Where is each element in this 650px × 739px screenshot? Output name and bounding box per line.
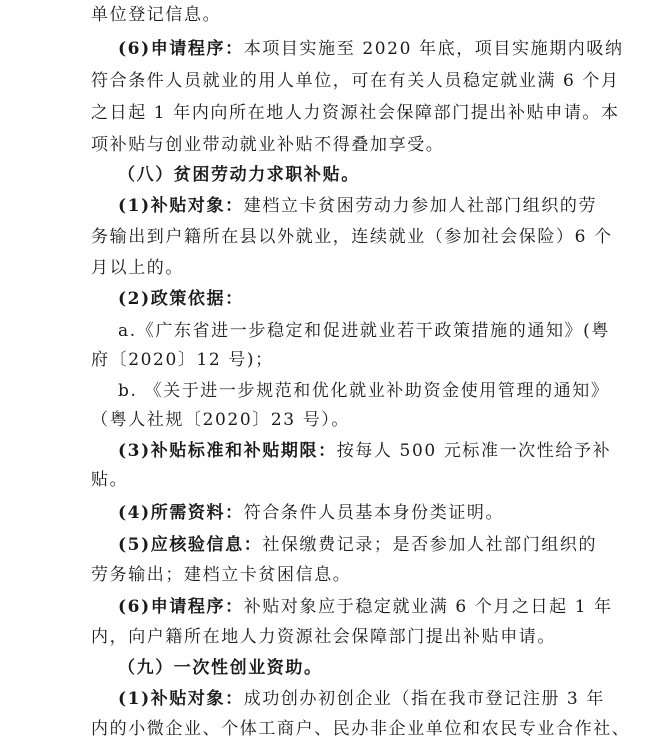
body-text: 项补贴与创业带动就业补贴不得叠加享受。: [91, 135, 445, 155]
item-label: (3)补贴标准和补贴期限：: [118, 441, 337, 461]
paragraph-line: [118, 39, 624, 59]
paragraph-line: [91, 258, 184, 278]
paragraph-line: [91, 227, 613, 247]
section-heading: [118, 658, 323, 678]
section-heading: [118, 165, 360, 185]
section-heading-text: （九）一次性创业资助。: [118, 658, 323, 678]
paragraph-line: [91, 470, 128, 490]
body-text: 内的小微企业、个体工商户、民办非企业单位和农民专业合作社、: [91, 719, 631, 739]
paragraph-line: [91, 565, 351, 585]
paragraph-line: [91, 5, 221, 25]
item-label: (6)申请程序：: [118, 597, 244, 617]
body-text: 成功创办初创企业（指在我市登记注册 3 年: [243, 689, 605, 709]
paragraph-line: [118, 441, 611, 461]
paragraph-line: [118, 196, 597, 216]
section-heading-text: （八）贫困劳动力求职补贴。: [118, 165, 360, 185]
body-text: a.《广东省进一步稳定和促进就业若干政策措施的通知》(粤: [118, 321, 610, 341]
paragraph-line: [91, 103, 620, 123]
paragraph-line: [118, 597, 613, 617]
body-text: 府〔2020〕12 号)；: [91, 350, 274, 370]
body-text: 之日起 1 年内向所在地人力资源社会保障部门提出补贴申请。本: [91, 103, 620, 123]
body-text: b. 《关于进一步规范和优化就业补助资金使用管理的通知》: [118, 381, 610, 401]
paragraph-line: [91, 719, 630, 739]
body-text: 月以上的。: [91, 258, 184, 278]
paragraph-line: [118, 503, 504, 523]
paragraph-line: [118, 381, 610, 401]
body-text: （粤人社规〔2020〕23 号）。: [91, 410, 350, 430]
paragraph-line: [118, 689, 605, 709]
item-label: (6)申请程序：: [118, 39, 244, 59]
body-text: 符合条件人员就业的用人单位，可在有关人员稳定就业满 6 个月: [91, 71, 620, 91]
body-text: 建档立卡贫困劳动力参加人社部门组织的劳: [243, 196, 598, 216]
body-text: 单位登记信息。: [91, 5, 222, 25]
body-text: 按每人 500 元标准一次性给予补: [336, 441, 612, 461]
paragraph-line: [91, 71, 620, 91]
body-text: 内，向户籍所在地人力资源社会保障部门提出补贴申请。: [91, 627, 556, 647]
item-label: (1)补贴对象：: [118, 689, 244, 709]
item-label: (1)补贴对象：: [118, 196, 244, 216]
paragraph-line: [91, 410, 350, 430]
body-text: 劳务输出；建档立卡贫困信息。: [91, 565, 352, 585]
paragraph-line: [118, 289, 244, 309]
body-text: 务输出到户籍所在县以外就业，连续就业（参加社会保险）6 个: [91, 227, 613, 247]
paragraph-line: [91, 135, 444, 155]
body-text: 本项目实施至 2020 年底，项目实施期内吸纳: [243, 39, 624, 59]
item-label: (4)所需资料：: [118, 503, 244, 523]
body-text: 社保缴费记录；是否参加人社部门组织的: [262, 535, 598, 555]
paragraph-line: [118, 321, 610, 341]
body-text: 补贴对象应于稳定就业满 6 个月之日起 1 年: [243, 597, 613, 617]
item-label: (2)政策依据：: [118, 289, 244, 309]
body-text: 贴。: [91, 470, 129, 490]
paragraph-line: [91, 627, 556, 647]
paragraph-line: [91, 350, 274, 370]
paragraph-line: [118, 535, 597, 555]
item-label: (5)应核验信息：: [118, 535, 263, 555]
body-text: 符合条件人员基本身份类证明。: [243, 503, 505, 523]
